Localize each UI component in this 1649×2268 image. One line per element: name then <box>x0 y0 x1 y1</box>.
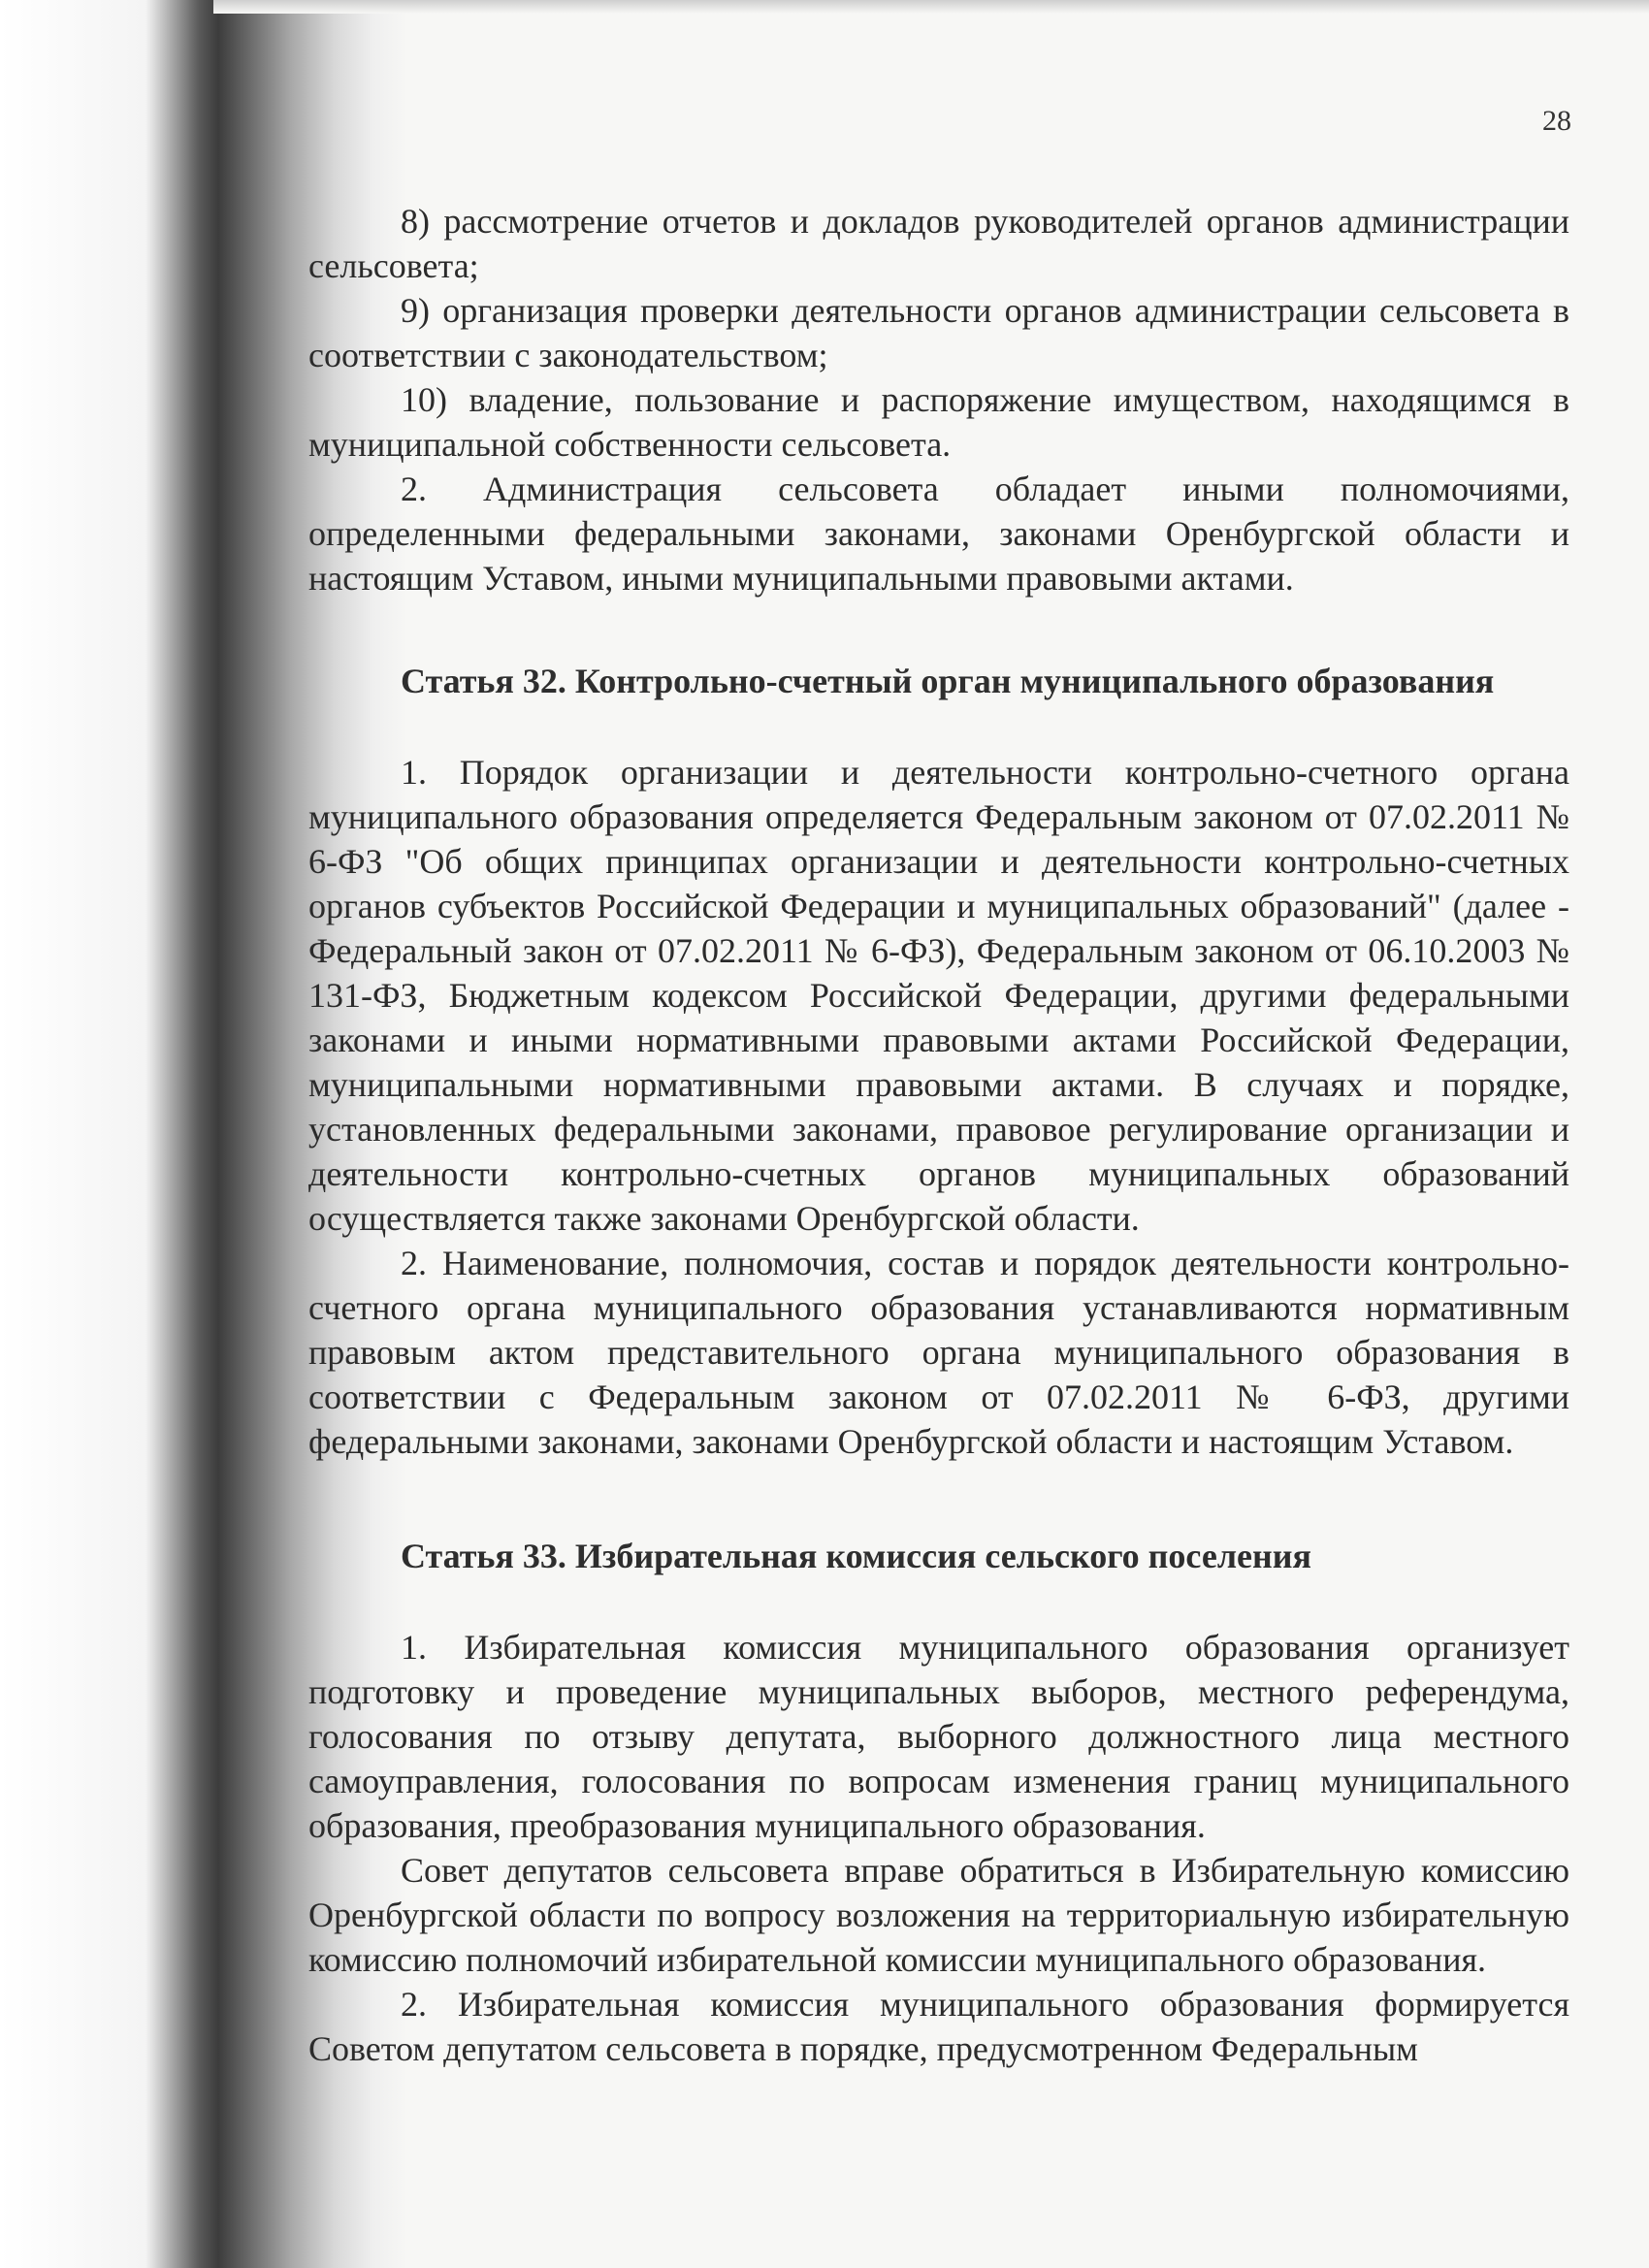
spacer <box>308 1464 1569 1534</box>
article-33-heading: Статья 33. Избирательная комиссия сельского поселения <box>401 1537 1311 1575</box>
paragraph-administration-powers: 2. Администрация сельсовета обладает иными полномочиями, определенными федеральными законами, законами Оренбургской области и настоящим Уставом, иными муниципальными правовыми актами. <box>308 470 1569 598</box>
list-item-9: 9) организация проверки деятельности органов администрации сельсовета в соответствии с законодательством; <box>308 291 1569 374</box>
list-item-8: 8) рассмотрение отчетов и докладов руководителей органов администрации сельсовета; <box>308 202 1569 285</box>
article-32-paragraph-2: 2. Наименование, полномочия, состав и порядок деятельности контрольно-счетного органа муниципального образования устанавливаются нормативным правовым актом представительного органа муниципального образования в соответствии с Федеральным законом от 07.02.2011 № 6-ФЗ, другими федеральными законами, законами Оренбургской области и настоящим Уставом. <box>308 1244 1569 1461</box>
spacer <box>308 1578 1569 1625</box>
article-32-paragraph-1: 1. Порядок организации и деятельности контрольно-счетного органа муниципального образования определяется Федеральным законом от 07.02.2011 № 6-ФЗ "Об общих принципах организации и деятельности контрольно-счетных органов субъектов Российской Федерации и муниципальных образований" (далее - Федеральный закон от 07.02.2011 № 6-ФЗ), Федеральным законом от 06.10.2003 № 131-ФЗ, Бюджетным кодексом Российской Федерации, другими федеральными законами и иными нормативными правовыми актами Российской Федерации, муниципальными нормативными правовыми актами. В случаях и порядке, установленных федеральными законами, правовое регулирование организации и деятельности контрольно-счетных органов муниципальных образований осуществляется также законами Оренбургской области. <box>308 753 1569 1238</box>
document-body <box>308 199 1569 2071</box>
article-33-paragraph-council: Совет депутатов сельсовета вправе обратиться в Избирательную комиссию Оренбургской области по вопросу возложения на территориальную избирательную комиссию полномочий избирательной комиссии муниципального образования. <box>308 1851 1569 1979</box>
spacer <box>308 703 1569 750</box>
list-item-10: 10) владение, пользование и распоряжение имуществом, находящимся в муниципальной собственности сельсовета. <box>308 380 1569 464</box>
article-33-paragraph-1: 1. Избирательная комиссия муниципального образования организует подготовку и проведение муниципальных выборов, местного референдума, голосования по отзыву депутата, выборного должностного лица местного самоуправления, голосования по вопросам изменения границ муниципального образования, преобразования муниципального образования. <box>308 1628 1569 1845</box>
spacer <box>308 600 1569 659</box>
article-33-paragraph-2: 2. Избирательная комиссия муниципального образования формируется Советом депутатом сельсовета в порядке, предусмотренном Федеральным <box>308 1985 1569 2068</box>
article-32-heading: Статья 32. Контрольно-счетный орган муниципального образования <box>401 662 1495 700</box>
top-edge-shadow <box>213 0 1649 14</box>
page-number: 28 <box>1542 105 1571 137</box>
